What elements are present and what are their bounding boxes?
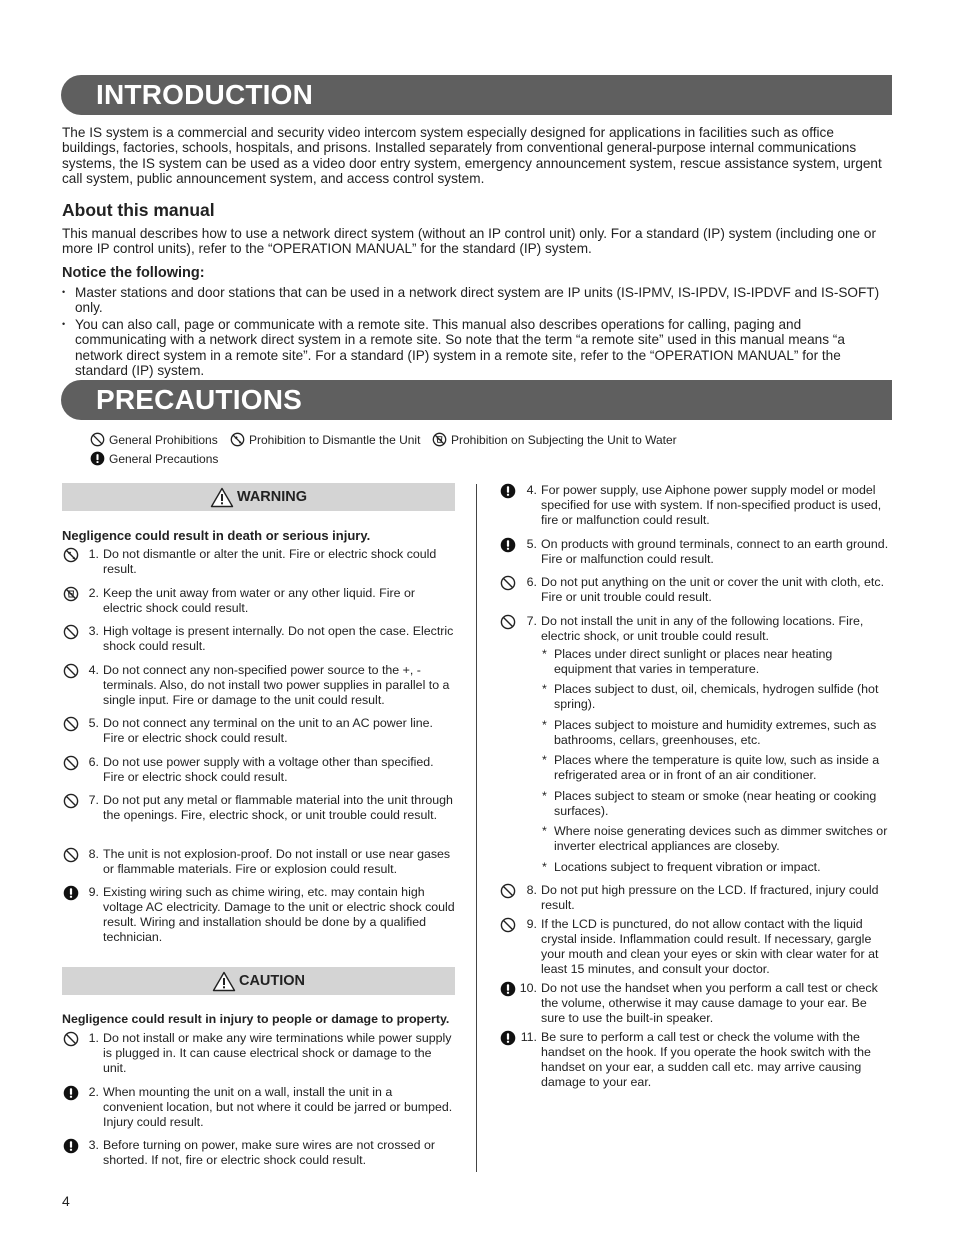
item-number: 8. [526,883,537,897]
prohibition-icon [90,432,105,447]
item-number: 7. [88,793,99,807]
item-number: 5. [88,716,99,730]
prohibition-icon [500,883,516,899]
exclamation-icon [500,483,516,499]
precaution-item [63,1138,455,1198]
prohibition-icon [63,624,79,640]
introduction-banner [61,75,892,115]
legend-general-precautions: General Precautions [90,451,218,466]
caution-label: CAUTION [238,973,306,989]
page-number: 4 [62,1193,70,1209]
item-number: 7. [526,614,537,628]
prohibition-icon [63,716,79,732]
prohibition-icon [63,663,79,679]
item-text: Do not connect any non-specified power source to the +, - terminals. Also, do not install two power supplies in parallel to a single input. Fire or damage to the unit could result. [103,663,450,707]
location-item [542,647,892,679]
warning-triangle-icon [210,487,234,508]
item-number: 10. [519,981,537,995]
legend-general-prohibitions: General Prohibitions [90,432,218,447]
exclamation-icon [90,451,105,466]
prohibition-icon [500,917,516,933]
item-number: 9. [88,885,99,899]
precaution-item [63,1085,455,1145]
item-number: 8. [88,847,99,861]
precaution-item [500,1030,892,1090]
item-text: If the LCD is punctured, do not allow contact with the liquid crystal inside. Inflammation could result. If necessary, gargle your mouth and clean your eyes or skin with clear water for at least 15 minutes, and consult your doctor. [541,917,879,976]
item-text: Do not install the unit in any of the following locations. Fire, electric shock, or unit trouble could result. [541,614,864,643]
legend-dismantle: Prohibition to Dismantle the Unit [230,432,420,447]
precaution-item [63,885,455,945]
location-bullet: * [542,789,547,803]
item-number: 2. [88,1085,99,1099]
column-divider [476,484,477,1172]
precaution-item [63,663,455,723]
item-text: When mounting the unit on a wall, install the unit in a convenient location, but not where it could be jarred or bumped. Injury could result. [103,1085,453,1129]
water-prohibition-icon [432,432,447,447]
location-bullet: * [542,860,547,874]
location-bullet: * [542,682,547,696]
precaution-item [63,1031,455,1091]
item-text: Be sure to perform a call test or check the volume with the handset on the hook. If you operate the hook switch with the handset on your ear, a sudden call etc. may arrive causing damage to your ear. [541,1030,871,1089]
exclamation-icon [63,1085,79,1101]
introduction-title: INTRODUCTION [96,79,314,110]
item-text: Do not put high pressure on the LCD. If fractured, injury could result. [541,883,879,912]
precaution-item [500,483,892,543]
location-item [542,718,892,750]
location-item [542,824,892,856]
legend-water: Prohibition on Subjecting the Unit to Water [432,432,677,447]
warning-subtitle: Negligence could result in death or serious injury. [62,528,371,543]
item-text: Existing wiring such as chime wiring, etc. may contain high voltage AC electricity. Damage to the unit or electric shock could result. Wiring and installation should be done by a qualified technician. [103,885,455,944]
location-text: Places where the temperature is quite low, such as inside a refrigerated area or in front of an air conditioner. [554,753,880,782]
item-text: Do not put any metal or flammable material into the unit through the openings. Fire, electric shock, or unit trouble could result. [103,793,453,822]
item-number: 9. [526,917,537,931]
location-text: Places subject to dust, oil, chemicals, hydrogen sulfide (hot spring). [554,682,879,711]
notice-item: • Master stations and door stations that can be used in a network direct system are IP units (IS-IPMV, IS-IPDV, IS-IPDVF and IS-SOFT) only. [62,285,894,316]
location-item [542,860,892,892]
prohibition-icon [63,755,79,771]
exclamation-icon [500,537,516,553]
location-text: Places subject to moisture and humidity extremes, such as bathrooms, cellars, greenhouses, etc. [554,718,877,747]
item-text: Do not use the handset when you perform a call test or check the volume, otherwise it may cause damage to your ear. Be sure to use the built-in speaker. [541,981,878,1025]
item-number: 4. [526,483,537,497]
item-number: 1. [88,1031,99,1045]
warning-bar [62,483,455,511]
prohibition-icon [500,575,516,591]
about-heading: About this manual [62,200,215,220]
item-text: Do not install or make any wire terminations while power supply is plugged in. It can cause electrical shock or damage to the unit. [103,1031,452,1075]
item-number: 3. [88,1138,99,1152]
water-prohibition-icon [63,586,79,602]
item-text: Do not use power supply with a voltage other than specified. Fire or electric shock could result. [103,755,434,784]
location-text: Places under direct sunlight or places near heating equipment that varies in temperature. [554,647,833,676]
notice-list [62,285,894,379]
location-item [542,789,892,821]
item-text: The unit is not explosion-proof. Do not install or use near gases or flammable materials. Fire or explosion could result. [103,847,451,876]
item-text: Do not dismantle or alter the unit. Fire or electric shock could result. [103,547,437,576]
caution-triangle-icon [212,971,236,992]
item-number: 6. [526,575,537,589]
dismantle-prohibition-icon [230,432,245,447]
item-text: Do not put anything on the unit or cover the unit with cloth, etc. Fire or unit trouble could result. [541,575,885,604]
prohibition-icon [500,614,516,630]
location-bullet: * [542,647,547,661]
prohibition-icon [63,1031,79,1047]
location-text: Locations subject to frequent vibration or impact. [554,860,821,874]
warning-label: WARNING [236,489,308,505]
item-text: On products with ground terminals, connect to an earth ground. Fire or malfunction could result. [541,537,889,566]
exclamation-icon [63,885,79,901]
caution-subtitle: Negligence could result in injury to people or damage to property. [62,1012,450,1026]
prohibition-icon [63,793,79,809]
item-number: 11. [520,1030,537,1044]
exclamation-icon [63,1138,79,1154]
item-number: 1. [88,547,99,561]
caution-bar [62,967,455,995]
item-text: Keep the unit away from water or any other liquid. Fire or electric shock could result. [103,586,415,615]
item-text: High voltage is present internally. Do not open the case. Electric shock could result. [103,624,454,653]
item-text: Before turning on power, make sure wires are not crossed or shorted. If not, fire or electric shock could result. [103,1138,435,1167]
prohibition-icon [63,847,79,863]
exclamation-icon [500,981,516,997]
item-number: 5. [526,537,537,551]
item-number: 4. [88,663,99,677]
item-number: 2. [88,586,99,600]
precaution-item [63,793,455,853]
precautions-title: PRECAUTIONS [96,384,302,415]
location-item [542,682,892,714]
notice-heading: Notice the following: [62,265,205,281]
location-item [542,753,892,785]
item-text: Do not connect any terminal on the unit to an AC power line. Fire or electric shock could result. [103,716,433,745]
precaution-item [500,917,892,977]
precautions-banner [61,380,892,420]
item-text: For power supply, use Aiphone power supply model or model specified for use with system. If non-specified product is used, fire or malfunction could result. [541,483,882,527]
location-text: Places subject to steam or smoke (near heating or cooking surfaces). [554,789,877,818]
item-number: 6. [88,755,99,769]
notice-item: • You can also call, page or communicate with a remote site. This manual also describes operations for calling, paging and communicating with a network direct system in a remote site. So note that the term “a remote site” used in this manual means “a network direct system in a remote site”. For a standard (IP) system in a remote site, refer to the “OPERATION MANUAL” for the standard (IP) system. [62,317,894,379]
location-bullet: * [542,753,547,767]
exclamation-icon [500,1030,516,1046]
introduction-body: The IS system is a commercial and security video intercom system especially designed for applications in facilities such as office buildings, factories, schools, hospitals, and prisons. Installed separately from conventional general-purpose internal communications systems, the IS system can be used as a video door entry system, emergency announcement system, rescue assistance system, urgent call system, public announcement system, and access control system. [62,125,882,187]
about-body: This manual describes how to use a network direct system (without an IP control unit) only. For a standard (IP) system (including one or more IP control units), refer to the “OPERATION MANUAL” for the standard (IP) system. [62,226,876,257]
dismantle-prohibition-icon [63,547,79,563]
item-number: 3. [88,624,99,638]
location-text: Where noise generating devices such as dimmer switches or inverter electrical appliances are closeby. [554,824,888,853]
location-bullet: * [542,824,547,838]
location-bullet: * [542,718,547,732]
